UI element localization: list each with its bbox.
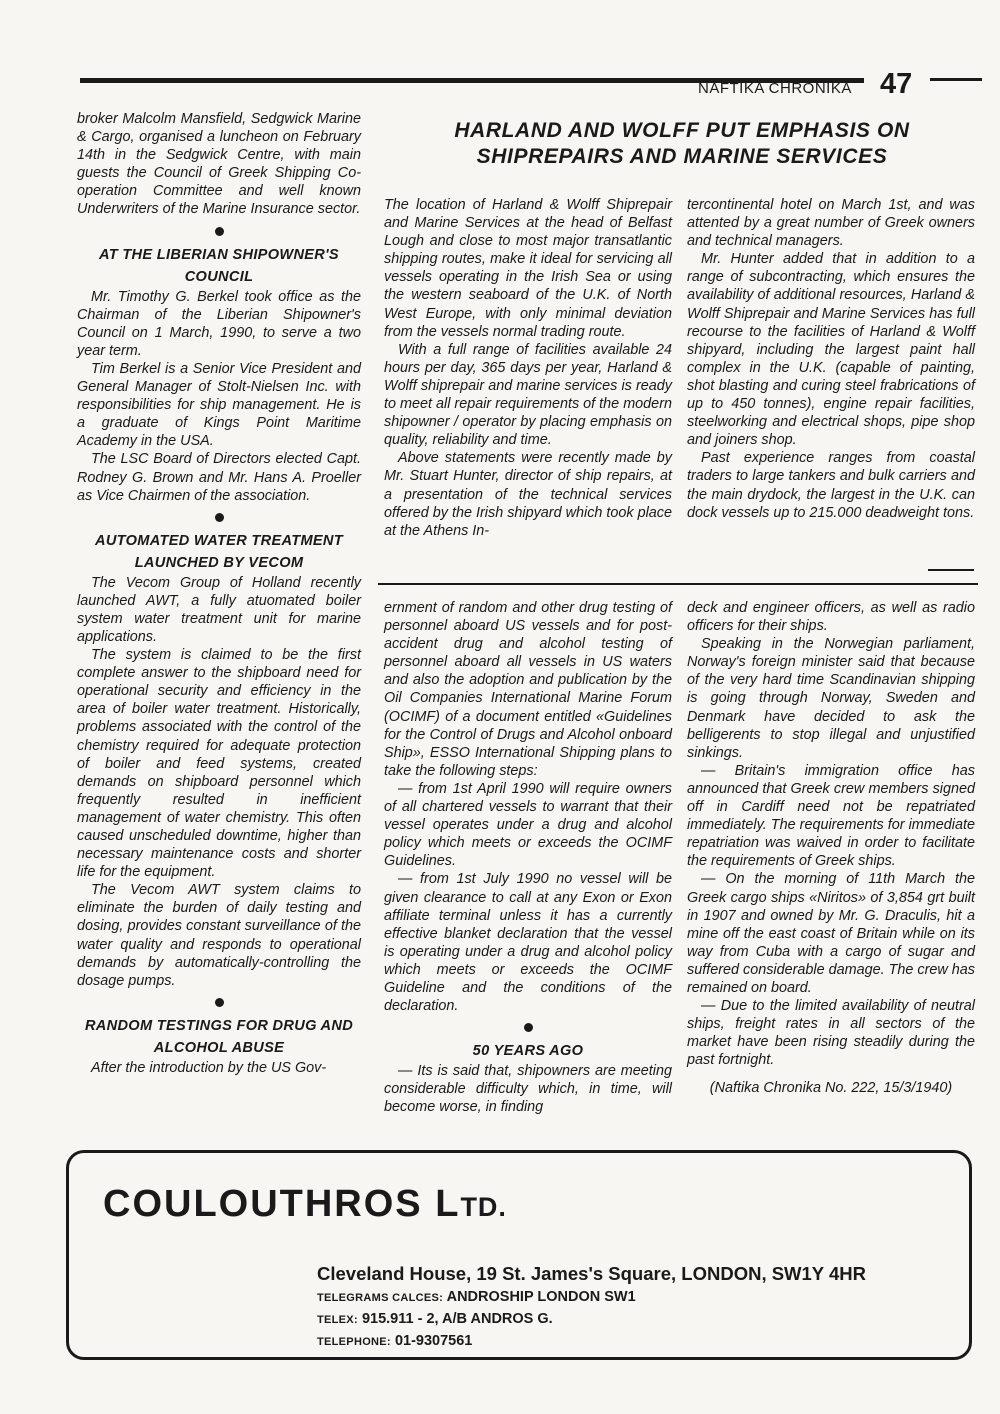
telex-label: TELEX: <box>317 1314 358 1326</box>
bullet-separator <box>215 513 224 522</box>
drug-continued-paragraph: — from 1st July 1990 no vessel will be given clearance to call at any Exon or Exon affiliate terminal unless it has a currently effective blanket declaration that the vessel is operating under a drug and alcohol policy which meets or exceeds the OCIMF Guideline and the conditions of the declaration. <box>384 871 672 1015</box>
header-rule-right <box>930 78 982 81</box>
fifty-years-paragraph: Speaking in the Norwegian parliament, Norway's foreign minister said that because of the very hard time Scandinavian shipping is going through Norway, Sweden and Denmark have decided to ask the belligerents to stop illegal and unjustified sinkings. <box>687 636 975 761</box>
harland-paragraph: Mr. Hunter added that in addition to a range of subcontracting, which ensures the availability of additional resources, Harland & Wolff Shiprepair and Marine Services has full recourse to the facilities of Harland & Wolff shipyard, including the largest paint hall complex in the U.K. (capable of painting, shot blasting and curing steel frabrications of up to 450 tonnes), engine repair facilities, steelworking and electrical shops, pipe shop and joiners shop. <box>687 251 975 449</box>
vecom-heading: AUTOMATED WATER TREATMENT LAUNCHED BY VECOM <box>94 532 343 571</box>
fifty-years-paragraph: — Britain's immigration office has announced that Greek crew members signed off in Cardiff need not be repatriated immediately. The requirements for immediate repatriation was waived in order to facilitate the requirements of Greek ships. <box>687 762 975 870</box>
fifty-years-paragraph: — Its is said that, shipowners are meeting considerable difficulty which, in time, will become worse, in finding <box>384 1063 672 1116</box>
telephone-line <box>317 1333 472 1349</box>
left-column <box>77 110 361 1077</box>
harland-paragraph: Above statements were recently made by Mr. Stuart Hunter, director of ship repairs, at a presentation of the technical services offered by the Irish shipyard which took place at the Athens In- <box>384 450 672 539</box>
bullet-separator <box>215 227 224 236</box>
telegrams-value: ANDROSHIP LONDON SW1 <box>446 1289 636 1305</box>
harland-paragraph: tercontinental hotel on March 1st, and was attented by a great number of Greek owners and technical managers. <box>687 197 975 250</box>
liberian-paragraph: Tim Berkel is a Senior Vice President and General Manager of Stolt-Nielsen Inc. with responsibilities for ship management. He is a graduate of Kings Point Maritime Academy in the USA. <box>77 360 361 450</box>
harland-paragraph: The location of Harland & Wolff Shiprepair and Marine Services at the head of Belfast Lough and close to most major transatlantic shipping routes, make it ideal for servicing all vessels operating in the Irish Sea or using the western seaboard of the U.K. of North West Europe, with only minimal deviation from the vessels normal trading route. <box>384 197 672 340</box>
vecom-paragraph: The Vecom Group of Holland recently launched AWT, a fully atuomated boiler system water treatment unit for marine applications. <box>77 574 361 645</box>
article-end-mark <box>928 569 974 571</box>
fifty-years-paragraph: — Due to the limited availability of neutral ships, freight rates in all sectors of the market have been rising steadily during the past fortnight. <box>687 998 975 1069</box>
drug-heading: RANDOM TESTINGS FOR DRUG AND ALCOHOL ABUSE <box>84 1017 354 1056</box>
advertisement-box <box>66 1150 972 1360</box>
liberian-paragraph: Mr. Timothy G. Berkel took office as the Chairman of the Liberian Shipowner's Council on 1 March, 1990, to serve a two year term. <box>77 288 361 359</box>
running-head: NAFTIKA CHRONIKA <box>698 80 852 97</box>
telex-line <box>317 1311 553 1327</box>
drug-continued-paragraph: ernment of random and other drug testing of personnel aboard US vessels and for post-accident drug and alcohol testing of personnel aboard all vessels in US waters and also the adoption and publication by the Oil Companies International Marine Forum (OCIMF) of a document entitled «Guidelines for the Control of Drugs and Alcohol onboard Ship», ESSO International Shipping plans to take the following steps: <box>384 600 672 779</box>
page-number: 47 <box>880 68 913 100</box>
bullet-separator <box>215 998 224 1007</box>
company-name-main: COULOUTHROS L <box>103 1183 461 1225</box>
company-name-suffix: TD. <box>460 1192 507 1222</box>
harland-left-column <box>384 196 672 540</box>
drug-continued-paragraph: — from 1st April 1990 will require owners of all chartered vessels to warrant that their vessel operates under a drug and alcohol policy which meets or exceeds the OCIMF Guidelines. <box>384 780 672 870</box>
liberian-heading: AT THE LIBERIAN SHIPOWNER'S COUNCIL <box>99 246 339 285</box>
liberian-paragraph: The LSC Board of Directors elected Capt. Rodney G. Brown and Mr. Hans A. Proeller as Vice Chairmen of the association. <box>77 451 361 504</box>
intro-paragraph: broker Malcolm Mansfield, Sedgwick Marine & Cargo, organised a luncheon on February 14th in the Sedgwick Centre, with main guests the Council of Greek Shipping Co-operation Committee and well known Underwriters of the Marine Insurance sector. <box>77 111 361 218</box>
harland-right-column <box>687 196 975 522</box>
vecom-paragraph: The system is claimed to be the first complete answer to the shipboard need for operational security and efficiency in the area of boiler water treatment. Historically, problems associated with the control of the chemistry required for adequate protection of boiler and feed systems, created demands on shipboard personnel which frequently resulted in inefficient management of water chemistry. This often caused unscheduled downtime, higher than necessary maintenance costs and shorter life for the equipment. <box>77 647 361 881</box>
right-lower-column <box>687 599 975 1098</box>
harland-paragraph: Past experience ranges from coastal traders to large tankers and bulk carriers and the main drydock, the largest in the U.K. can dock vessels up to 215.000 deadweight tons. <box>687 450 975 521</box>
vecom-paragraph: The Vecom AWT system claims to eliminate the burden of daily testing and dosing, provides constant surveillance of the water quality and responds to operational demands by automatically-controlling the dosage pumps. <box>77 882 361 989</box>
telephone-label: TELEPHONE: <box>317 1336 391 1348</box>
telegrams-line <box>317 1289 636 1305</box>
telephone-value: 01-9307561 <box>394 1333 473 1349</box>
telegrams-label: TELEGRAMS CALCES: <box>317 1292 444 1304</box>
fifty-years-paragraph: — On the morning of 11th March the Greek cargo ships «Niritos» of 3,854 grt built in 1907 and owned by Mr. G. Draculis, hit a mine off the east coast of Britain while on its way from Cuba with a cargo of sugar and suffered considerable damage. The crew has remained on board. <box>687 871 975 996</box>
telex-value: 915.911 - 2, A/B ANDROS G. <box>361 1311 553 1327</box>
company-address: Cleveland House, 19 St. James's Square, LONDON, SW1Y 4HR <box>317 1263 866 1284</box>
section-divider <box>378 583 978 585</box>
company-name <box>103 1183 507 1226</box>
harland-headline: HARLAND AND WOLFF PUT EMPHASIS ON SHIPREPAIRS AND MARINE SERVICES <box>454 119 910 168</box>
fifty-years-heading: 50 YEARS AGO <box>472 1043 584 1060</box>
middle-lower-column <box>384 599 672 1116</box>
bullet-separator <box>524 1023 533 1032</box>
citation: (Naftika Chronika No. 222, 15/3/1940) <box>709 1080 953 1097</box>
drug-paragraph: After the introduction by the US Gov- <box>91 1059 327 1076</box>
harland-paragraph: With a full range of facilities available 24 hours per day, 365 days per year, Harland & Wolff shiprepair and marine services is ready to meet all repair requirements of the modern shipowner / operator by placing emphasis on quality, reliability and time. <box>384 341 672 449</box>
fifty-years-paragraph: deck and engineer officers, as well as radio officers for their ships. <box>687 600 975 635</box>
